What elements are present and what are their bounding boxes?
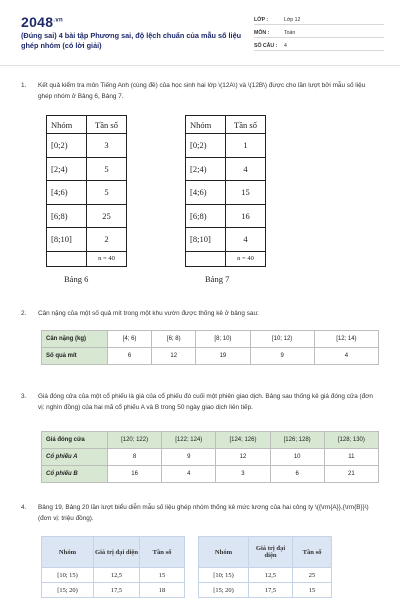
- frequency-cell: 5: [87, 181, 127, 205]
- group-cell: [8;10]: [47, 228, 87, 252]
- group-cell: [15; 20): [199, 583, 249, 598]
- meta-label: MÔN :: [254, 30, 270, 36]
- table-row: [47, 134, 127, 158]
- row-label: Cổ phiếu B: [42, 466, 108, 483]
- value-cell: 9: [250, 348, 314, 365]
- group-cell: [15; 20): [42, 583, 94, 598]
- group-cell: [126; 128): [270, 432, 324, 449]
- site-logo[interactable]: $2048^{.vn}$: [21, 14, 63, 30]
- total-cell: n = 40: [87, 251, 127, 266]
- frequency-cell: 3: [87, 134, 127, 158]
- group-cell: [0;2): [47, 134, 87, 158]
- group-cell: [6;8): [47, 204, 87, 228]
- table-6: [46, 115, 127, 267]
- group-cell: [12; 14): [314, 331, 378, 348]
- meta-class-row: [254, 12, 384, 25]
- table-row: [199, 583, 332, 598]
- table-header: Tần số: [87, 116, 127, 134]
- row-label: Cổ phiếu A: [42, 449, 108, 466]
- table-row: [42, 331, 379, 348]
- table-19: [41, 536, 185, 598]
- table-20: [198, 536, 332, 598]
- meta-label: SỐ CÂU :: [254, 43, 278, 49]
- table-header: Giá trị đại diện: [94, 537, 140, 568]
- table-header: Tần số: [140, 537, 185, 568]
- value-cell: 4: [162, 466, 216, 483]
- table-row: [47, 157, 127, 181]
- table-row: [42, 466, 379, 483]
- frequency-cell: 16: [226, 204, 266, 228]
- value-cell: 12: [152, 348, 196, 365]
- empty-cell: [47, 251, 87, 266]
- table-row: [42, 449, 379, 466]
- value-cell: 16: [108, 466, 162, 483]
- group-cell: [124; 126): [216, 432, 270, 449]
- value-cell: 12: [216, 449, 270, 466]
- table-row: [47, 228, 127, 252]
- meta-label: LỚP :: [254, 17, 269, 23]
- midpoint-cell: 17,5: [94, 583, 140, 598]
- question-number: 3.: [21, 393, 27, 400]
- table-7-caption: Bảng 7: [205, 274, 230, 284]
- row-label: Giá đóng cửa: [42, 432, 108, 449]
- empty-cell: [186, 251, 226, 266]
- frequency-cell: 18: [140, 583, 185, 598]
- jackfruit-table: [41, 330, 379, 365]
- frequency-cell: 15: [226, 181, 266, 205]
- table-row: [199, 568, 332, 583]
- frequency-cell: 1: [226, 134, 266, 158]
- meta-subject-row: [254, 25, 384, 38]
- question-number: 2.: [21, 310, 27, 317]
- value-cell: 8: [108, 449, 162, 466]
- table-row: [42, 568, 185, 583]
- table-header: Nhóm: [42, 537, 94, 568]
- group-cell: [2;4): [47, 157, 87, 181]
- value-cell: 9: [162, 449, 216, 466]
- group-cell: [128; 130): [324, 432, 378, 449]
- group-cell: [8; 10): [196, 331, 250, 348]
- group-cell: [10; 15): [199, 568, 249, 583]
- group-cell: [2;4): [186, 157, 226, 181]
- group-cell: [0;2): [186, 134, 226, 158]
- table-header: Nhóm: [186, 116, 226, 134]
- row-label: Số quả mít: [42, 348, 108, 365]
- value-cell: 10: [270, 449, 324, 466]
- group-cell: [4;6): [186, 181, 226, 205]
- question-text: Cân nặng của một số quả mít trong một khu vườn được thống kê ở bảng sau:: [38, 310, 259, 317]
- frequency-cell: 25: [87, 204, 127, 228]
- document-meta: [254, 12, 384, 51]
- group-cell: [10; 12): [250, 331, 314, 348]
- row-label: Cân nặng (kg): [42, 331, 108, 348]
- table-header: Tần số: [226, 116, 266, 134]
- table-row: [42, 432, 379, 449]
- frequency-cell: 15: [140, 568, 185, 583]
- value-cell: 21: [324, 466, 378, 483]
- value-cell: 4: [314, 348, 378, 365]
- value-cell: 6: [270, 466, 324, 483]
- value-cell: 6: [108, 348, 152, 365]
- table-row: [186, 204, 266, 228]
- group-cell: [4; 6): [108, 331, 152, 348]
- group-cell: [122; 124): [162, 432, 216, 449]
- table-header: Tần số: [293, 537, 332, 568]
- group-cell: [10; 15): [42, 568, 94, 583]
- question-text: Giá đóng cửa của một cổ phiếu là giá của cổ phiếu đó cuối một phiên giao dịch. Bảng sau thống kê giá đóng cửa (đơn vị: nghìn đồng) của hai mã cổ phiếu A và B trong 50 ngày giao dịch liên tiếp.: [38, 393, 373, 411]
- question-number: 1.: [21, 82, 27, 89]
- table-row: [186, 181, 266, 205]
- table-row: [47, 181, 127, 205]
- table-row: [186, 228, 266, 252]
- document-title: (Đúng sai) 4 bài tập Phương sai, độ lệch chuẩn của mẫu số liệu ghép nhóm (có lời giải): [21, 31, 242, 50]
- frequency-cell: 25: [293, 568, 332, 583]
- table-header: Nhóm: [47, 116, 87, 134]
- value-cell: 11: [324, 449, 378, 466]
- table-header: Giá trị đại diện: [249, 537, 293, 568]
- meta-value: Lớp 12: [284, 17, 301, 23]
- frequency-cell: 2: [87, 228, 127, 252]
- group-cell: [120; 122): [108, 432, 162, 449]
- total-cell: n = 40: [226, 251, 266, 266]
- midpoint-cell: 12,5: [94, 568, 140, 583]
- table-row: [42, 348, 379, 365]
- table-row: [186, 134, 266, 158]
- frequency-cell: 4: [226, 228, 266, 252]
- meta-value: 4: [284, 43, 287, 49]
- stock-table: [41, 431, 379, 483]
- frequency-cell: 4: [226, 157, 266, 181]
- table-row: [42, 583, 185, 598]
- frequency-cell: 15: [293, 583, 332, 598]
- value-cell: 19: [196, 348, 250, 365]
- table-row: [186, 157, 266, 181]
- group-cell: [6;8): [186, 204, 226, 228]
- group-cell: [8;10]: [186, 228, 226, 252]
- table-6-caption: Bảng 6: [64, 274, 89, 284]
- meta-count-row: [254, 38, 384, 51]
- group-cell: [4;6): [47, 181, 87, 205]
- question-text: Bảng 19, Bảng 20 lần lượt biểu diễn mẫu số liệu ghép nhóm thống kê mức lương của hai công ty \({\rm{A}},{\rm{B}}\) (đơn vị: triệu đồng).: [38, 504, 369, 522]
- question-number: 4.: [21, 504, 27, 511]
- question-text: Kết quả kiểm tra môn Tiếng Anh (cùng đề) của học sinh hai lớp \(12A\) và \(12B\) được cho lần lượt bởi mẫu số liệu ghép nhóm ở Bảng 6, Bảng 7.: [38, 82, 366, 100]
- page-header: [0, 0, 400, 66]
- table-row: [47, 204, 127, 228]
- frequency-cell: 5: [87, 157, 127, 181]
- table-7: [185, 115, 266, 267]
- table-header: Nhóm: [199, 537, 249, 568]
- midpoint-cell: 12,5: [249, 568, 293, 583]
- midpoint-cell: 17,5: [249, 583, 293, 598]
- group-cell: [6; 8): [152, 331, 196, 348]
- meta-value: Toán: [284, 30, 296, 36]
- value-cell: 3: [216, 466, 270, 483]
